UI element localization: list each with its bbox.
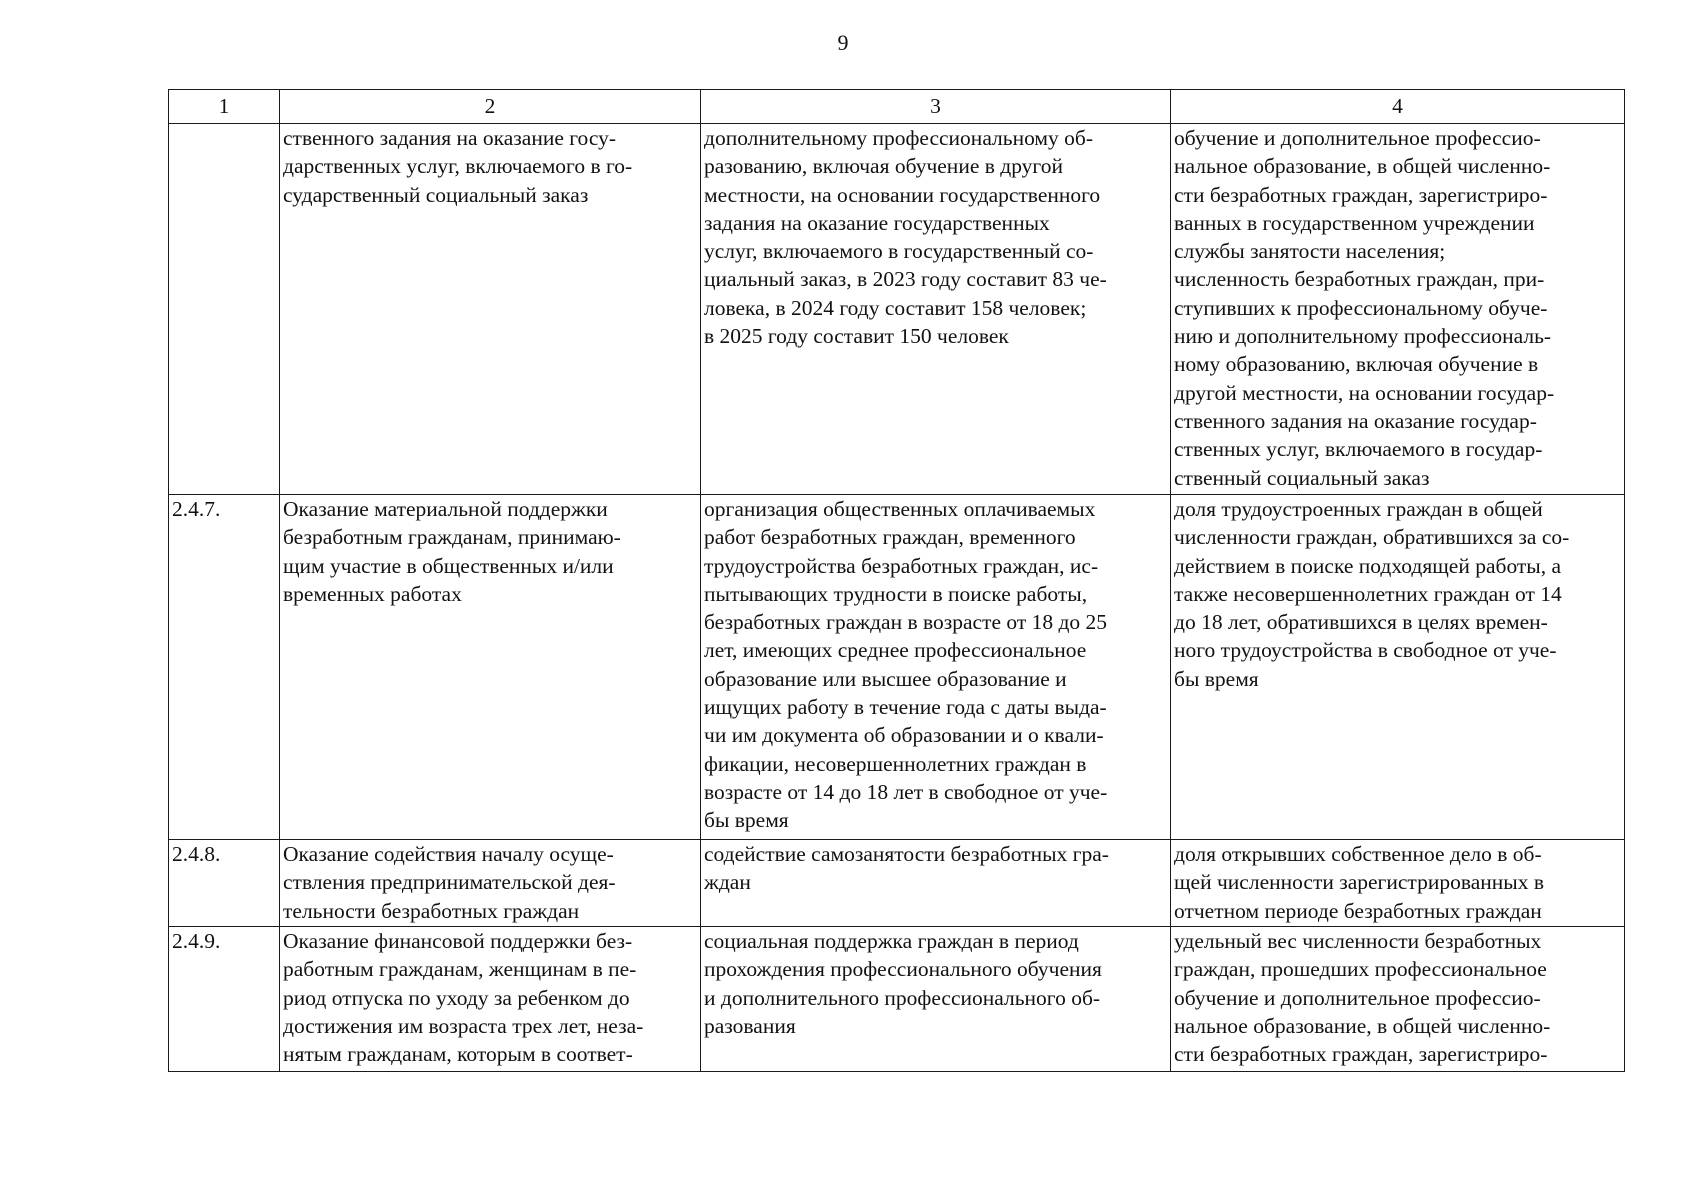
cell-text-line: удельный вес численности безработных (1174, 929, 1542, 953)
cell-text-line: фикации, несовершеннолетних граждан в (704, 751, 1087, 776)
cell-text-line: ственных услуг, включаемого в государ- (1174, 437, 1543, 462)
row-number-text: 2.4.8. (172, 842, 221, 866)
cell-text-line: доля трудоустроенных граждан в общей (1174, 497, 1543, 521)
indicator-cell (1171, 840, 1625, 927)
cell-text-line: бы время (1174, 666, 1259, 691)
cell-text-line: другой местности, на основании государ- (1174, 380, 1555, 405)
cell-text-line: пытывающих трудности в поиске работы, (704, 581, 1088, 606)
header-row (169, 90, 1625, 124)
cell-text-line: сударственный социальный заказ (283, 182, 589, 207)
header-col-4: 4 (1171, 90, 1625, 124)
cell-text-line: щим участие в общественных и/или (283, 553, 614, 578)
page-number: 9 (837, 30, 849, 55)
cell-text-line: ственного задания на оказание государ- (1174, 408, 1537, 433)
cell-text-line: временных работах (283, 581, 462, 606)
table-row (169, 927, 1625, 1072)
cell-text-line: циальный заказ, в 2023 году составит 83 че- (704, 267, 1107, 292)
measure-name-cell (280, 927, 701, 1072)
cell-text-line: Оказание финансовой поддержки без- (283, 929, 633, 953)
cell-text-line: также несовершеннолетних граждан от 14 (1174, 581, 1562, 606)
cell-text-line: действием в поиске подходящей работы, а (1174, 553, 1562, 578)
table-body (169, 124, 1625, 1072)
cell-text-line: разованию, включая обучение в другой (704, 154, 1063, 179)
table-row (169, 124, 1625, 495)
cell-text-line: граждан, прошедших профессиональное (1174, 957, 1547, 982)
cell-text-line: трудоустройства безработных граждан, ис- (704, 553, 1099, 578)
cell-text-line: доля открывших собственное дело в об- (1174, 842, 1542, 866)
row-number-text: 2.4.9. (172, 929, 221, 953)
cell-text-line: численности граждан, обратившихся за со- (1174, 525, 1570, 550)
cell-text-line: бы время (704, 808, 789, 833)
cell-text-line: услуг, включаемого в государственный со- (704, 239, 1094, 264)
measure-name-cell (280, 124, 701, 495)
cell-text-line: сти безработных граждан, зарегистриро- (1174, 182, 1548, 207)
table-row (169, 495, 1625, 840)
cell-text-line: отчетном периоде безработных граждан (1174, 898, 1542, 923)
measure-content-cell (701, 840, 1171, 927)
cell-text-line: службы занятости населения; (1174, 239, 1446, 264)
cell-text-line: ного трудоустройства в свободное от уче- (1174, 638, 1557, 663)
cell-text-line: безработных граждан в возрасте от 18 до 25 (704, 610, 1108, 635)
cell-text-line: лет, имеющих среднее профессиональное (704, 638, 1087, 663)
cell-text-line: тельности безработных граждан (283, 898, 580, 923)
cell-text-line: ловека, в 2024 году составит 158 человек; (704, 295, 1087, 320)
header-col-2: 2 (280, 90, 701, 124)
row-number-cell (169, 124, 280, 495)
cell-text-line: и дополнительного профессионального об- (704, 985, 1101, 1010)
row-number-cell (169, 495, 280, 840)
cell-text-line: Оказание материальной поддержки (283, 497, 608, 521)
cell-text-line: до 18 лет, обратившихся в целях времен- (1174, 610, 1548, 635)
cell-text-line: нятым гражданам, которым в соответ- (283, 1042, 633, 1067)
cell-text-line: нальное образование, в общей численно- (1174, 154, 1551, 179)
table-row (169, 840, 1625, 927)
cell-text-line: нальное образование, в общей численно- (1174, 1013, 1551, 1038)
cell-text-line: чи им документа об образовании и о квали- (704, 723, 1104, 748)
cell-text-line: ственного задания на оказание госу- (283, 126, 617, 150)
cell-text-line: разования (704, 1013, 796, 1038)
cell-text-line: дополнительному профессиональному об- (704, 126, 1094, 150)
cell-text-line: нию и дополнительному профессиональ- (1174, 324, 1552, 349)
indicator-cell (1171, 927, 1625, 1072)
program-measures-table (168, 89, 1625, 1072)
cell-text-line: возрасте от 14 до 18 лет в свободное от уче- (704, 779, 1108, 804)
cell-text-line: щей численности зарегистрированных в (1174, 870, 1544, 895)
indicator-cell (1171, 124, 1625, 495)
cell-text-line: социальная поддержка граждан в период (704, 929, 1079, 953)
cell-text-line: обучение и дополнительное профессио- (1174, 126, 1541, 150)
indicator-cell (1171, 495, 1625, 840)
cell-text-line: ванных в государственном учреждении (1174, 210, 1535, 235)
header-col-3: 3 (701, 90, 1171, 124)
cell-text-line: ступивших к профессиональному обуче- (1174, 295, 1548, 320)
header-col-1: 1 (169, 90, 280, 124)
cell-text-line: риод отпуска по уходу за ребенком до (283, 985, 630, 1010)
cell-text-line: прохождения профессионального обучения (704, 957, 1102, 982)
cell-text-line: сти безработных граждан, зарегистриро- (1174, 1042, 1548, 1067)
cell-text-line: работ безработных граждан, временного (704, 525, 1076, 550)
cell-text-line: дарственных услуг, включаемого в го- (283, 154, 633, 179)
cell-text-line: местности, на основании государственного (704, 182, 1101, 207)
measure-content-cell (701, 927, 1171, 1072)
cell-text-line: образование или высшее образование и (704, 666, 1067, 691)
cell-text-line: численность безработных граждан, при- (1174, 267, 1545, 292)
measure-content-cell (701, 124, 1171, 495)
cell-text-line: ствления предпринимательской дея- (283, 870, 616, 895)
cell-text-line: ному образованию, включая обучение в (1174, 352, 1539, 377)
cell-text-line: работным гражданам, женщинам в пе- (283, 957, 637, 982)
row-number-cell (169, 840, 280, 927)
cell-text-line: содействие самозанятости безработных гра- (704, 842, 1109, 866)
cell-text-line: задания на оказание государственных (704, 210, 1050, 235)
cell-text-line: ищущих работу в течение года с даты выда- (704, 695, 1107, 720)
measure-name-cell (280, 840, 701, 927)
cell-text-line: организация общественных оплачиваемых (704, 497, 1096, 521)
cell-text-line: обучение и дополнительное профессио- (1174, 985, 1541, 1010)
cell-text-line: ственный социальный заказ (1174, 465, 1430, 490)
row-number-cell (169, 927, 280, 1072)
cell-text-line: ждан (704, 870, 751, 895)
measure-content-cell (701, 495, 1171, 840)
cell-text-line: Оказание содействия началу осуще- (283, 842, 614, 866)
table-header (169, 90, 1625, 124)
row-number-text: 2.4.7. (172, 497, 221, 521)
cell-text-line: в 2025 году составит 150 человек (704, 324, 1009, 349)
measure-name-cell (280, 495, 701, 840)
cell-text-line: достижения им возраста трех лет, неза- (283, 1013, 644, 1038)
cell-text-line: безработным гражданам, принимаю- (283, 525, 621, 550)
